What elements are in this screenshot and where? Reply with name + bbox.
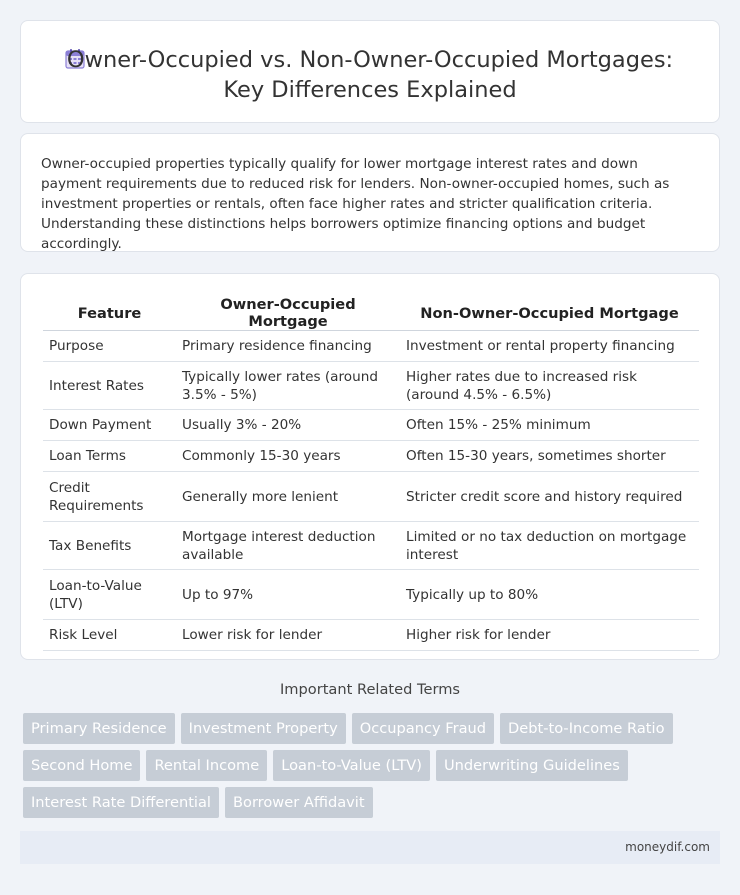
footer-site-link[interactable]: moneydif.com [625, 840, 710, 854]
table-cell: Down Payment [43, 410, 176, 441]
table-cell: Higher risk for lender [400, 620, 699, 651]
table-cell: Up to 97% [176, 570, 400, 620]
tag-underwriting-guidelines[interactable]: Underwriting Guidelines [436, 750, 628, 781]
table-row [43, 362, 699, 410]
table-cell: Risk Level [43, 620, 176, 651]
comparison-table [43, 296, 699, 651]
header-non-owner-occupied: Non-Owner-Occupied Mortgage [400, 296, 699, 331]
table-cell: Lower risk for lender [176, 620, 400, 651]
tag-loan-to-value[interactable]: Loan-to-Value (LTV) [273, 750, 430, 781]
table-cell: Primary residence financing [176, 331, 400, 362]
tag-occupancy-fraud[interactable]: Occupancy Fraud [352, 713, 494, 744]
table-cell: Investment or rental property financing [400, 331, 699, 362]
table-header-row [43, 296, 699, 331]
table-cell: Mortgage interest deduction available [176, 522, 400, 570]
tag-primary-residence[interactable]: Primary Residence [23, 713, 175, 744]
table-row [43, 331, 699, 362]
table-row [43, 472, 699, 522]
footer [20, 831, 720, 864]
table-cell: Generally more lenient [176, 472, 400, 522]
page-title-line2: Key Differences Explained [223, 77, 517, 103]
tag-investment-property[interactable]: Investment Property [181, 713, 346, 744]
table-row [43, 620, 699, 651]
tag-rental-income[interactable]: Rental Income [146, 750, 267, 781]
table-cell: Interest Rates [43, 362, 176, 410]
tag-borrower-affidavit[interactable]: Borrower Affidavit [225, 787, 373, 818]
table-row [43, 441, 699, 472]
table-cell: Loan Terms [43, 441, 176, 472]
related-terms-title: Important Related Terms [279, 681, 461, 698]
table-cell: Often 15% - 25% minimum [400, 410, 699, 441]
title-card [20, 20, 720, 123]
intro-card [20, 133, 720, 252]
table-row [43, 522, 699, 570]
table-cell: Loan-to-Value (LTV) [43, 570, 176, 620]
table-cell: Higher rates due to increased risk (around 4.5% - 6.5%) [400, 362, 699, 410]
comparison-card [20, 273, 720, 660]
header-feature: Feature [43, 296, 176, 331]
table-cell: Limited or no tax deduction on mortgage interest [400, 522, 699, 570]
table-cell: Usually 3% - 20% [176, 410, 400, 441]
related-terms-list [23, 713, 723, 824]
table-row [43, 410, 699, 441]
tag-row [23, 713, 723, 744]
page-title-line1: Owner-Occupied vs. Non-Owner-Occupied Mortgages: [66, 47, 674, 73]
tag-debt-to-income-ratio[interactable]: Debt-to-Income Ratio [500, 713, 672, 744]
table-cell: Typically lower rates (around 3.5% - 5%) [176, 362, 400, 410]
tag-second-home[interactable]: Second Home [23, 750, 140, 781]
table-row [43, 570, 699, 620]
table-cell: Often 15-30 years, sometimes shorter [400, 441, 699, 472]
table-cell: Commonly 15-30 years [176, 441, 400, 472]
table-cell: Typically up to 80% [400, 570, 699, 620]
header-owner-occupied: Owner-Occupied Mortgage [176, 296, 400, 331]
page-title [21, 45, 719, 105]
tag-row [23, 750, 723, 781]
tag-interest-rate-differential[interactable]: Interest Rate Differential [23, 787, 219, 818]
tag-row [23, 787, 723, 818]
table-cell: Tax Benefits [43, 522, 176, 570]
table-cell: Credit Requirements [43, 472, 176, 522]
intro-paragraph: Owner-occupied properties typically qualify for lower mortgage interest rates and down payment requirements due to reduced risk for lenders. Non-owner-occupied homes, such as investment properties or rentals, often face higher rates and stricter qualification criteria. Understanding these distinctions helps borrowers optimize financing options and budget accordingly. [41, 156, 670, 252]
table-cell: Purpose [43, 331, 176, 362]
table-cell: Stricter credit score and history required [400, 472, 699, 522]
